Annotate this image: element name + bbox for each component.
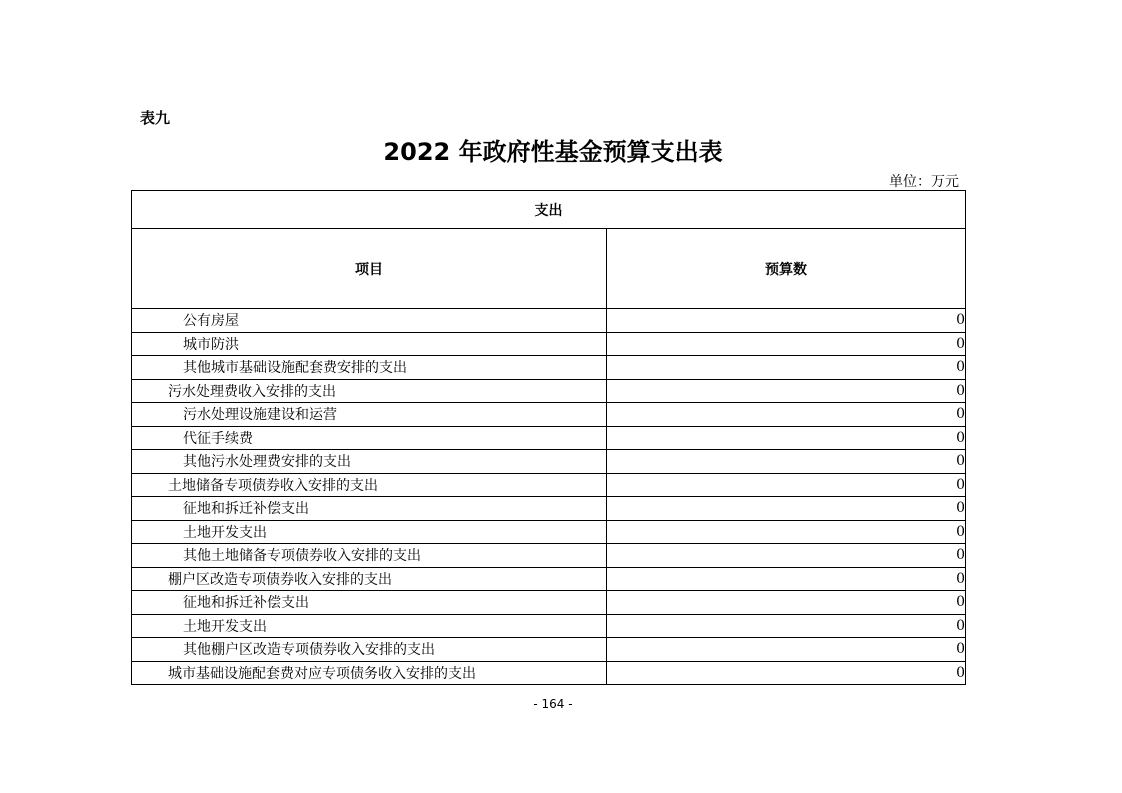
unit-label: 单位：万元	[889, 174, 959, 190]
table-row	[132, 332, 966, 356]
row-item-label: 棚户区改造专项债券收入安排的支出	[132, 567, 607, 591]
row-item-label: 其他土地储备专项债券收入安排的支出	[132, 544, 607, 568]
table-row	[132, 638, 966, 662]
column-header-item: 项目	[132, 229, 607, 309]
row-item-label: 公有房屋	[132, 309, 607, 333]
table-row	[132, 614, 966, 638]
row-amount: 0	[607, 567, 966, 591]
table-row	[132, 379, 966, 403]
row-item-label: 其他城市基础设施配套费安排的支出	[132, 356, 607, 380]
row-item-label: 征地和拆迁补偿支出	[132, 591, 607, 615]
table-label: 表九	[140, 109, 171, 127]
table-row	[132, 403, 966, 427]
table-row	[132, 661, 966, 685]
row-amount: 0	[607, 614, 966, 638]
row-amount: 0	[607, 497, 966, 521]
row-item-label: 城市基础设施配套费对应专项债务收入安排的支出	[132, 661, 607, 685]
table-row	[132, 309, 966, 333]
row-item-label: 污水处理设施建设和运营	[132, 403, 607, 427]
row-item-label: 其他棚户区改造专项债券收入安排的支出	[132, 638, 607, 662]
row-item-label: 土地开发支出	[132, 614, 607, 638]
row-item-label: 土地开发支出	[132, 520, 607, 544]
row-item-label: 土地储备专项债券收入安排的支出	[132, 473, 607, 497]
row-amount: 0	[607, 403, 966, 427]
row-amount: 0	[607, 450, 966, 474]
table-row	[132, 497, 966, 521]
table-row	[132, 356, 966, 380]
expenditure-table	[131, 190, 966, 685]
row-amount: 0	[607, 544, 966, 568]
row-amount: 0	[607, 379, 966, 403]
table-body	[132, 309, 966, 685]
table-row	[132, 567, 966, 591]
row-item-label: 征地和拆迁补偿支出	[132, 497, 607, 521]
table-row	[132, 473, 966, 497]
row-amount: 0	[607, 426, 966, 450]
column-header-row	[132, 229, 966, 309]
table-row	[132, 544, 966, 568]
row-amount: 0	[607, 309, 966, 333]
page-number: - 164 -	[533, 697, 573, 711]
table-row	[132, 520, 966, 544]
row-amount: 0	[607, 661, 966, 685]
row-amount: 0	[607, 356, 966, 380]
row-item-label: 其他污水处理费安排的支出	[132, 450, 607, 474]
row-item-label: 城市防洪	[132, 332, 607, 356]
section-header: 支出	[132, 191, 966, 229]
page-title: 2022 年政府性基金预算支出表	[383, 138, 723, 166]
row-amount: 0	[607, 332, 966, 356]
row-amount: 0	[607, 520, 966, 544]
row-amount: 0	[607, 591, 966, 615]
row-item-label: 污水处理费收入安排的支出	[132, 379, 607, 403]
column-header-amount: 预算数	[607, 229, 966, 309]
table-row	[132, 450, 966, 474]
section-header-row	[132, 191, 966, 229]
row-item-label: 代征手续费	[132, 426, 607, 450]
row-amount: 0	[607, 638, 966, 662]
row-amount: 0	[607, 473, 966, 497]
table-row	[132, 426, 966, 450]
table-row	[132, 591, 966, 615]
